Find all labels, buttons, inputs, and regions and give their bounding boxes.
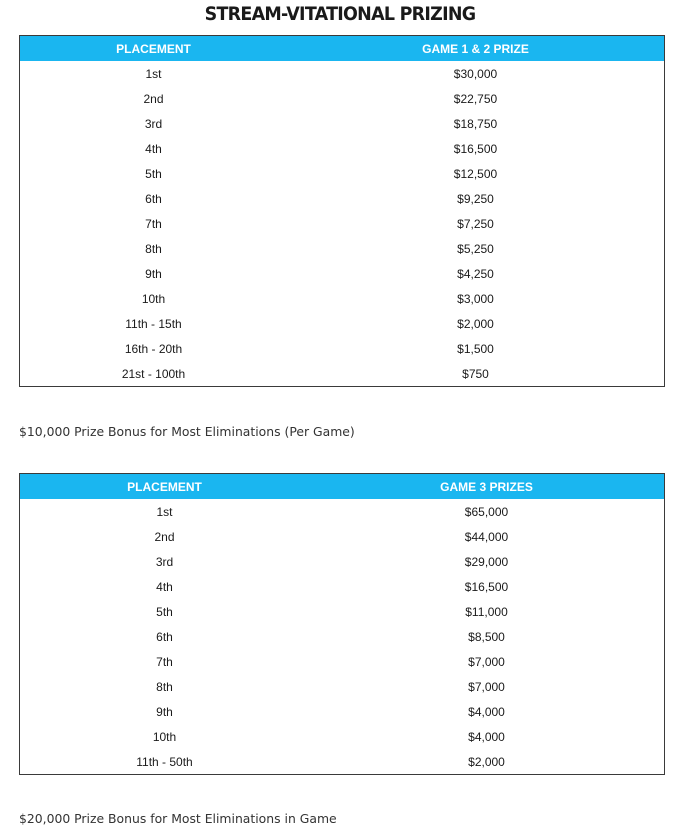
placement-cell: 11th - 50th: [136, 754, 193, 769]
prize-cell: $12,500: [453, 166, 498, 181]
prize-cell: $2,000: [468, 754, 505, 769]
table-row: [20, 111, 664, 136]
table-row: [20, 674, 664, 699]
table-row: [20, 161, 664, 186]
prize-cell: $22,750: [453, 91, 498, 106]
placement-cell: 9th: [156, 704, 173, 719]
prize-cell: $7,250: [457, 216, 494, 231]
placement-cell: 16th - 20th: [124, 341, 183, 356]
placement-cell: 7th: [156, 654, 173, 669]
placement-cell: 11th - 15th: [125, 316, 182, 331]
prize-cell: $3,000: [457, 291, 494, 306]
table-row: [20, 311, 664, 336]
header-placement: PLACEMENT: [116, 41, 191, 56]
table-row: [20, 261, 664, 286]
table-row: [20, 724, 664, 749]
table-body: [20, 61, 664, 386]
prize-cell: $65,000: [464, 504, 509, 519]
placement-cell: 1st: [145, 66, 162, 81]
placement-cell: 10th: [141, 291, 166, 306]
table-row: [20, 574, 664, 599]
prize-cell: $16,500: [464, 579, 509, 594]
prize-table-game-3: [19, 473, 665, 775]
table-row: [20, 749, 664, 774]
placement-cell: 8th: [145, 241, 162, 256]
placement-cell: 3rd: [144, 116, 163, 131]
placement-cell: 21st - 100th: [121, 366, 186, 381]
header-placement: PLACEMENT: [127, 479, 202, 494]
prize-cell: $4,250: [457, 266, 494, 281]
table-body: [20, 499, 664, 774]
prize-cell: $5,250: [457, 241, 494, 256]
prize-cell: $7,000: [468, 654, 505, 669]
prize-table-game-1-2: [19, 35, 665, 387]
table-header: [20, 474, 664, 499]
prize-cell: $9,250: [457, 191, 494, 206]
table-row: [20, 649, 664, 674]
header-prize: GAME 1 & 2 PRIZE: [422, 41, 529, 56]
table-row: [20, 336, 664, 361]
table-row: [20, 599, 664, 624]
prize-cell: $29,000: [464, 554, 509, 569]
table-row: [20, 699, 664, 724]
elimination-bonus-note: $10,000 Prize Bonus for Most Eliminations (Per Game): [19, 424, 355, 439]
table-row: [20, 136, 664, 161]
table-row: [20, 61, 664, 86]
table-header: [20, 36, 664, 61]
page-title: STREAM-VITATIONAL PRIZING: [204, 3, 476, 25]
table-row: [20, 524, 664, 549]
placement-cell: 6th: [145, 191, 162, 206]
table-row: [20, 211, 664, 236]
prize-cell: $16,500: [453, 141, 498, 156]
prize-cell: $18,750: [453, 116, 498, 131]
table-row: [20, 86, 664, 111]
table-row: [20, 361, 664, 386]
placement-cell: 6th: [156, 629, 173, 644]
placement-cell: 4th: [145, 141, 162, 156]
placement-cell: 8th: [156, 679, 173, 694]
placement-cell: 1st: [156, 504, 173, 519]
table-row: [20, 499, 664, 524]
prize-cell: $750: [462, 366, 489, 381]
table-row: [20, 549, 664, 574]
table-row: [20, 286, 664, 311]
prize-cell: $1,500: [457, 341, 494, 356]
placement-cell: 3rd: [155, 554, 174, 569]
placement-cell: 2nd: [143, 91, 164, 106]
prize-cell: $7,000: [468, 679, 505, 694]
elimination-bonus-note: $20,000 Prize Bonus for Most Eliminations in Game: [19, 811, 337, 826]
placement-cell: 10th: [152, 729, 177, 744]
prize-cell: $11,000: [465, 604, 508, 619]
prize-cell: $4,000: [468, 704, 505, 719]
table-row: [20, 186, 664, 211]
placement-cell: 5th: [156, 604, 173, 619]
prize-cell: $8,500: [468, 629, 505, 644]
placement-cell: 2nd: [154, 529, 175, 544]
header-prize: GAME 3 PRIZES: [440, 479, 533, 494]
placement-cell: 7th: [145, 216, 162, 231]
table-row: [20, 236, 664, 261]
prize-cell: $30,000: [453, 66, 498, 81]
placement-cell: 4th: [156, 579, 173, 594]
placement-cell: 5th: [145, 166, 162, 181]
prize-cell: $44,000: [464, 529, 509, 544]
placement-cell: 9th: [145, 266, 162, 281]
table-row: [20, 624, 664, 649]
prize-cell: $2,000: [457, 316, 494, 331]
prize-cell: $4,000: [468, 729, 505, 744]
